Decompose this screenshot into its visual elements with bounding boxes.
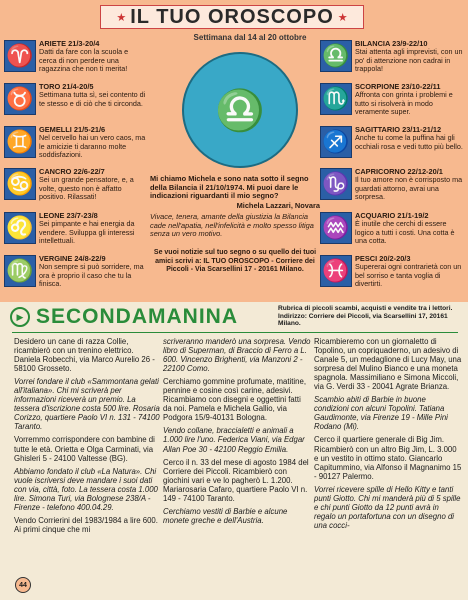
classified-ad: Cerchiamo vestiti di Barbie e alcune monete greche e dell'Austria. (163, 506, 288, 525)
sign-name: LEONE 23/7-23/8 (39, 211, 98, 220)
virgin-icon: ♍ (4, 255, 36, 287)
sign-text: Stai attenta agli imprevisti, con un po' di attenzione non cadrai in trappola! (355, 47, 463, 73)
sign-bilancia (320, 40, 464, 73)
water-bearer-icon: ♒ (320, 212, 352, 244)
horoscope-address-note: Se vuoi notizie sul tuo segno o su quello dei tuoi amici scrivi a: IL TUO OROSCOPO - Corriere dei Piccoli - Via Scarsellini 17 - 20161 Milano. (153, 248, 317, 274)
sign-text: Non sempre si può sorridere, ma ora è proprio il caso che tu la finisca. (39, 262, 144, 288)
ram-icon: ♈ (4, 40, 36, 72)
sign-acquario (320, 212, 464, 245)
sign-name: SCORPIONE 23/10-22/11 (355, 82, 441, 91)
scales-icon: ♎ (320, 40, 352, 72)
ads-column-3 (314, 337, 462, 534)
classified-ad: Vendo Corrierini del 1983/1984 a lire 600. Ai primi cinque che mi (14, 515, 158, 534)
divider (12, 332, 458, 333)
classified-ad: Ricambieremo con un giornaletto di Topolino, un copriquaderno, un adesivo di Canale 5, un medaglione di Lucy May, una sorpresa del Mulino Bianco e una moneta spagnola. Massimiliano e Simona Miccoli, via G. Verdi 33 - 20041 Agrate Brianza. (314, 337, 462, 392)
classified-ad: Abbiamo fondato il club «La Natura». Chi vuole iscriversi deve mandare i suoi dati con via, città, foto. La tessera costa 1.000 lire. Simona Turi, via Bolognese 238/A - Firenze - telefono 400.04.29. (14, 466, 158, 512)
sign-name: PESCI 20/2-20/3 (355, 254, 411, 263)
secondamanina-header (10, 305, 270, 329)
sign-name: BILANCIA 23/9-22/10 (355, 39, 428, 48)
sign-text: Supererai ogni contrarietà con un bel sorriso e tanta voglia di divertirti. (355, 262, 462, 288)
classified-ad: Cerchiamo gommine profumate, matitine, pennine e cosine così carine, adesivi. Ricambiamo con disegni e oggettini fatti da noi. Pamela e Michela Gallio, via Podgora 15/9-40131 Bologna. (163, 377, 307, 423)
lion-icon: ♌ (4, 212, 36, 244)
sign-name: SAGITTARIO 23/11-21/12 (355, 125, 442, 134)
ads-column-2 (163, 337, 311, 529)
scales-emblem-icon: ♎ (182, 52, 298, 168)
sign-capricorno (320, 168, 464, 201)
classified-ad: Vendo collane, braccialetti e animali a 1.000 lire l'uno. Federica Viani, via Edgar Allan Poe 30 - 42100 Reggio Emilia. (163, 426, 305, 454)
sign-cancro (4, 168, 146, 201)
crab-icon: ♋ (4, 168, 36, 200)
classified-ad: Vorrei fondare il club «Sammontana gelati all'italiana». Chi mi scriverà per informazioni riceverà un premio. La tessera d'iscrizione costa 500 lire. Rosaria Corizzo, quartiere Paolo VI n. 131 - 74100 Taranto. (14, 377, 160, 432)
twins-icon: ♊ (4, 126, 36, 158)
reader-letter (150, 175, 320, 275)
sign-vergine (4, 255, 146, 288)
sign-name: TORO 21/4-20/5 (39, 82, 94, 91)
sign-text: Datti da fare con la scuola e cerca di non perdere una ragazzina che non ti merita! (39, 47, 129, 73)
sign-leone (4, 212, 146, 245)
page-number: 44 (15, 577, 31, 593)
sign-text: È inutile che cerchi di essere logico a tutti i costi. Una cotta è una cotta. (355, 219, 455, 245)
sign-text: Nel cervello hai un vero caos, ma le amicizie ti daranno molte soddisfazioni. (39, 133, 146, 159)
sign-name: CAPRICORNO 22/12-20/1 (355, 167, 443, 176)
goat-icon: ♑ (320, 168, 352, 200)
sign-text: Settimana tutta sì, sei contento di te stesso e di ciò che ti circonda. (39, 90, 146, 108)
sign-ariete (4, 40, 146, 73)
sign-text: Sei pimpante e hai energia da vendere. Sviluppa gli interessi intellettuali. (39, 219, 135, 245)
classified-ad: Vorrei ricevere spille di Hello Kitty e tanti punti Giotto. Chi mi manderà più di 5 spille e chi punti Giotto da 12 punti avrà in regalo un portafortuna con un disegno di una cocci- (314, 484, 461, 530)
classified-ad: Cerco il n. 33 del mese di agosto 1984 del Corriere dei Piccoli. Ricambierò con giochini vari e ve lo pagherò L. 1.200. Mariarosaria Cafaro, quartiere Paolo VI n. 149 - 74100 Taranto. (163, 457, 309, 503)
horoscope-title: IL TUO OROSCOPO (130, 5, 334, 28)
archer-icon: ♐ (320, 126, 352, 158)
horoscope-week: Settimana dal 14 al 20 ottobre (193, 33, 307, 42)
sign-pesci (320, 255, 464, 288)
sign-name: GEMELLI 21/5-21/6 (39, 125, 106, 134)
letter-answer: Vivace, tenera, amante della giustizia la Bilancia cade nell'apatia, nell'infelicità e molto spesso litiga senza un vero motivo. (150, 211, 314, 239)
sign-name: CANCRO 22/6-22/7 (39, 167, 105, 176)
sign-name: VERGINE 24/8-22/9 (39, 254, 106, 263)
horoscope-title-bar (100, 5, 364, 29)
scorpion-icon: ♏ (320, 83, 352, 115)
bull-icon: ♉ (4, 83, 36, 115)
sign-toro (4, 83, 146, 115)
star-icon: ★ (116, 11, 127, 24)
classified-ad: scriveranno manderò una sorpresa. Vendo libro di Superman, di Braccio di Ferro a L. 600. Vincenzo Brighenti, via Manzoni 2 - 22100 Como. (163, 337, 311, 374)
sign-text: Sei un grande pensatore, e, a volte, questo non è affatto positivo. Rilassati! (39, 175, 134, 201)
sign-sagittario (320, 126, 464, 158)
fish-icon: ♓ (320, 255, 352, 287)
classified-ad: Cerco il quartiere generale di Big Jim. Ricambierò con un altro Big Jim, L. 3.000 e un vestito in ottimo stato. Giancarlo Capitummino, via Alfonso il Magnanimo 15 - 90127 Palermo. (314, 435, 462, 481)
star-icon: ★ (337, 11, 348, 24)
classified-ad: Desidero un cane di razza Collie, ricambierò con un trenino elettrico. Daniela Robecchi, via Marco Aurelio 26 - 58100 Grosseto. (14, 337, 155, 374)
sign-scorpione (320, 83, 464, 116)
sign-text: Affronta con grinta i problemi e tutto si risolverà in modo veramente super. (355, 90, 453, 116)
sign-text: Il tuo amore non è corrisposto ma guardati attorno, avrai una sorpresa. (355, 175, 463, 201)
play-icon: ▶ (10, 307, 30, 327)
sign-name: ARIETE 21/3-20/4 (39, 39, 100, 48)
letter-signature: Michela Lazzari, Novara (236, 201, 320, 211)
classified-ad: Scambio abiti di Barbie in buone condizioni con alcuni Topolini. Tatiana Gaudimonte, via Firenze 19 - Mille Pini Rodano (Mi). (314, 395, 448, 432)
secondamanina-title: SECONDAMANINA (36, 305, 238, 328)
sign-text: Anche tu come la puffina hai gli occhiali rosa e vedi tutto più bello. (355, 133, 463, 151)
secondamanina-rubric: Rubrica di piccoli scambi, acquisti e vendite tra i lettori. Indirizzo: Corriere dei Piccoli, via Scarsellini 17, 20161 Milano. (278, 305, 453, 328)
sign-name: ACQUARIO 21/1-19/2 (355, 211, 429, 220)
ads-column-1 (14, 337, 162, 538)
classified-ad: Vorremmo corrispondere con bambine di tutte le età. Orietta e Olga Carminati, via Ghisleri 5 - 24100 Valtesse (BG). (14, 435, 155, 463)
letter-question: Mi chiamo Michela e sono nata sotto il segno della Bilancia il 21/10/1974. Mi puoi dare le indicazioni riguardanti il mio segno? (150, 174, 309, 201)
sign-gemelli (4, 126, 146, 159)
